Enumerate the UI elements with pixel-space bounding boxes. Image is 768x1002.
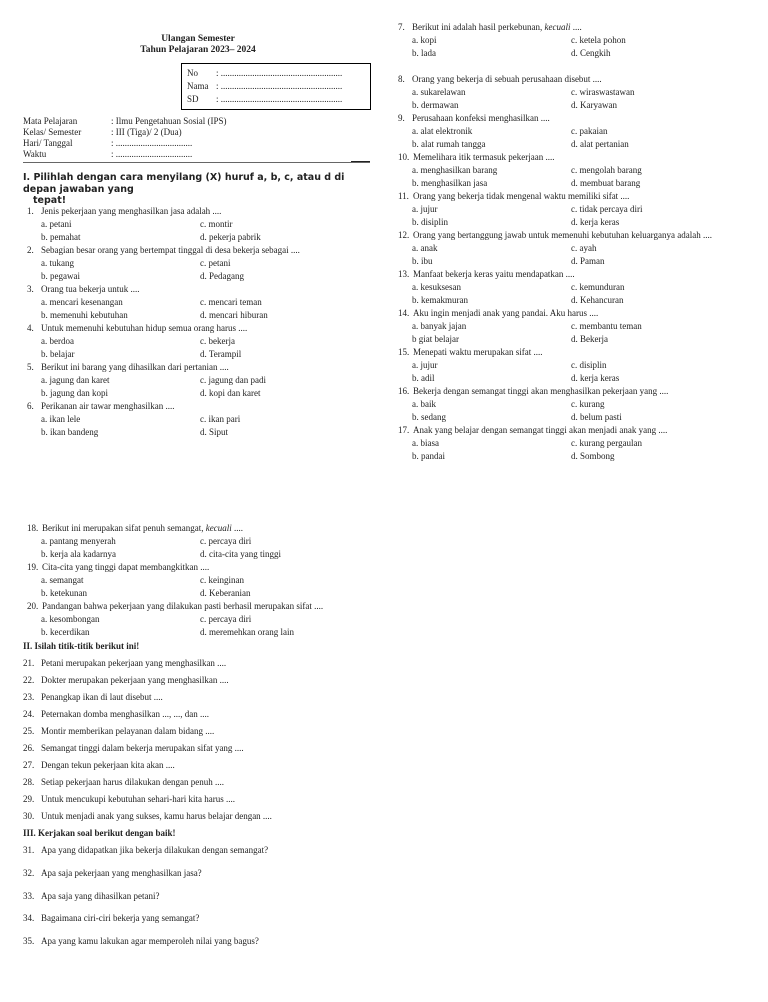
question-stem: [27, 285, 139, 294]
essay-item: [23, 869, 202, 878]
item-text: Apa saja pekerjaan yang menghasilkan jasa?: [41, 868, 202, 878]
question-stem: [398, 309, 598, 318]
essay-item: [23, 914, 199, 923]
option-d[interactable]: d. Pedagang: [200, 271, 244, 281]
question-stem: [27, 246, 300, 255]
option-b[interactable]: b. ikan bandeng: [41, 427, 99, 437]
question-emphasis: kecuali: [205, 523, 232, 533]
option-b[interactable]: b. sedang: [412, 412, 446, 422]
option-b[interactable]: b. alat rumah tangga: [412, 139, 486, 149]
fill-in-item: [23, 778, 224, 787]
meta-time: Waktu : ..................................: [23, 149, 193, 159]
section2-title: II. Isilah titik-titik berikut ini!: [23, 641, 140, 651]
item-text: Petani merupakan pekerjaan yang menghasilkan ....: [41, 658, 227, 668]
option-d[interactable]: d. belum pasti: [571, 412, 622, 422]
option-d[interactable]: d. Bekerja: [571, 334, 608, 344]
option-c[interactable]: c. mencari teman: [200, 297, 262, 307]
fill-in-item: [23, 812, 272, 821]
item-text: Setiap pekerjaan harus dilakukan dengan penuh ....: [41, 777, 224, 787]
option-c[interactable]: c. ayah: [571, 243, 597, 253]
option-d[interactable]: d. Terampil: [200, 349, 242, 359]
option-c[interactable]: c. pakaian: [571, 126, 608, 136]
option-d[interactable]: d. kopi dan karet: [200, 388, 261, 398]
question-number: 18.: [27, 523, 39, 533]
question-number: 11.: [398, 191, 409, 201]
item-number: 28.: [23, 777, 35, 787]
section3-title: III. Kerjakan soal berikut dengan baik!: [23, 828, 176, 838]
meta-date: Hari/ Tanggal : ..................................: [23, 138, 193, 148]
essay-item: [23, 846, 268, 855]
question-stem: [27, 402, 174, 411]
option-c[interactable]: c. membantu teman: [571, 321, 642, 331]
question-emphasis: kecuali: [544, 22, 571, 32]
option-b[interactable]: b. disiplin: [412, 217, 449, 227]
option-a[interactable]: a. petani: [41, 219, 72, 229]
question-stem: [27, 207, 221, 216]
option-c[interactable]: c. tidak percaya diri: [571, 204, 643, 214]
question-stem: [398, 153, 554, 162]
question-stem: [27, 363, 229, 372]
question-text: Aku ingin menjadi anak yang pandai. Aku harus ....: [413, 308, 599, 318]
option-d[interactable]: d. Keberanian: [200, 588, 251, 598]
question-text: Berikut ini merupakan sifat penuh semangat,: [42, 523, 204, 533]
question-number: 5.: [27, 362, 34, 372]
fill-in-item: [23, 744, 244, 753]
instruction-line-2: depan jawaban yang: [23, 183, 134, 195]
question-stem: [398, 23, 582, 32]
question-text: Jenis pekerjaan yang menghasilkan jasa adalah ....: [41, 206, 222, 216]
id-row-nama: Nama : ......................................................: [187, 81, 343, 91]
question-text-tail: ....: [570, 22, 582, 32]
question-number: 8.: [398, 74, 405, 84]
option-a[interactable]: a. kesuksesan: [412, 282, 461, 292]
option-d[interactable]: d. Kehancuran: [571, 295, 624, 305]
instruction-line-3: tepat!: [33, 195, 67, 206]
option-a[interactable]: a. alat elektronik: [412, 126, 473, 136]
option-b[interactable]: b giat belajar: [412, 334, 459, 344]
option-d[interactable]: d. Sombong: [571, 451, 615, 461]
option-a[interactable]: a. semangat: [41, 575, 84, 585]
option-b[interactable]: b. pandai: [412, 451, 445, 461]
option-c[interactable]: c. kemunduran: [571, 282, 625, 292]
option-c[interactable]: c. bekerja: [200, 336, 235, 346]
question-number: 1.: [27, 206, 34, 216]
option-c[interactable]: c. keinginan: [200, 575, 244, 585]
item-number: 29.: [23, 794, 35, 804]
item-text: Apa yang kamu lakukan agar memperoleh nilai yang bagus?: [41, 936, 259, 946]
option-b[interactable]: b. pemahat: [41, 232, 81, 242]
question-stem: [27, 524, 243, 533]
id-row-no: No : ......................................................: [187, 68, 343, 78]
item-text: Apa yang didapatkan jika bekerja dilakukan dengan semangat?: [41, 845, 269, 855]
question-stem: [27, 324, 247, 333]
question-text: Berikut ini adalah hasil perkebunan,: [412, 22, 543, 32]
option-d[interactable]: d. Siput: [200, 427, 229, 437]
option-a[interactable]: a. menghasilkan barang: [412, 165, 498, 175]
item-text: Dokter merupakan pekerjaan yang menghasilkan ....: [41, 675, 229, 685]
question-text: Bekerja dengan semangat tinggi akan menghasilkan pekerjaan yang ....: [413, 386, 669, 396]
question-number: 6.: [27, 401, 34, 411]
question-number: 20.: [27, 601, 39, 611]
option-d[interactable]: d. mencari hiburan: [200, 310, 268, 320]
option-c[interactable]: c. disiplin: [571, 360, 607, 370]
item-number: 22.: [23, 675, 35, 685]
question-text: Perusahaan konfeksi menghasilkan ....: [412, 113, 550, 123]
option-c[interactable]: c. kurang pergaulan: [571, 438, 643, 448]
item-number: 33.: [23, 891, 35, 901]
option-b[interactable]: b. kecerdikan: [41, 627, 90, 637]
instruction-line-1: I. Pilihlah dengan cara menyilang (X) huruf a, b, c, atau d di: [23, 172, 345, 183]
fill-in-item: [23, 710, 209, 719]
option-c[interactable]: c. petani: [200, 258, 231, 268]
option-d[interactable]: d. cita-cita yang tinggi: [200, 549, 281, 559]
item-number: 25.: [23, 726, 35, 736]
item-number: 23.: [23, 692, 35, 702]
option-c[interactable]: c. mengolah barang: [571, 165, 642, 175]
item-number: 31.: [23, 845, 35, 855]
option-c[interactable]: c. montir: [200, 219, 233, 229]
question-number: 3.: [27, 284, 34, 294]
option-a[interactable]: a. anak: [412, 243, 438, 253]
item-text: Peternakan domba menghasilkan ..., ..., dan ....: [41, 709, 209, 719]
question-stem: [398, 387, 668, 396]
option-b[interactable]: b. dermawan: [412, 100, 459, 110]
option-c[interactable]: c. jagung dan padi: [200, 375, 266, 385]
item-number: 27.: [23, 760, 35, 770]
item-text: Bagaimana ciri-ciri bekerja yang semangat?: [41, 913, 200, 923]
fill-in-item: [23, 795, 235, 804]
item-number: 26.: [23, 743, 35, 753]
option-d[interactable]: d. meremehkan orang lain: [200, 627, 294, 637]
option-a[interactable]: a. kesombongan: [41, 614, 100, 624]
question-text: Manfaat bekerja keras yaitu mendapatkan ....: [413, 269, 575, 279]
fill-in-item: [23, 676, 229, 685]
option-c[interactable]: c. ketela pohon: [571, 35, 626, 45]
option-a[interactable]: a. jujur: [412, 360, 438, 370]
question-stem: [398, 426, 667, 435]
question-text: Berikut ini barang yang dihasilkan dari pertanian ....: [41, 362, 229, 372]
question-stem: [398, 270, 575, 279]
question-text: Perikanan air tawar menghasilkan ....: [41, 401, 175, 411]
fill-in-item: [23, 727, 214, 736]
question-number: 14.: [398, 308, 410, 318]
question-number: 19.: [27, 562, 39, 572]
question-text: Menepati waktu merupakan sifat ....: [413, 347, 543, 357]
option-d[interactable]: d. Cengkih: [571, 48, 611, 58]
option-b[interactable]: b. memenuhi kebutuhan: [41, 310, 128, 320]
item-number: 35.: [23, 936, 35, 946]
question-text: Cita-cita yang tinggi dapat membangkitkan ....: [42, 562, 210, 572]
id-row-sd: SD : ......................................................: [187, 94, 343, 104]
exam-title: Ulangan Semester: [161, 34, 235, 44]
question-number: 9.: [398, 113, 405, 123]
option-a[interactable]: a. ikan lele: [41, 414, 81, 424]
option-d[interactable]: d. Paman: [571, 256, 605, 266]
question-stem: [398, 348, 542, 357]
fill-in-item: [23, 761, 175, 770]
option-b[interactable]: b. adil: [412, 373, 435, 383]
option-b[interactable]: b. pegawai: [41, 271, 80, 281]
essay-item: [23, 892, 159, 901]
question-text: Memelihara itik termasuk pekerjaan ....: [413, 152, 555, 162]
option-a[interactable]: a. kopi: [412, 35, 437, 45]
option-a[interactable]: a. mencari kesenangan: [41, 297, 123, 307]
question-text: Orang tua bekerja untuk ....: [41, 284, 140, 294]
section1-instruction: [23, 172, 373, 207]
essay-item: [23, 937, 259, 946]
item-text: Montir memberikan pelayanan dalam bidang ....: [41, 726, 215, 736]
option-d[interactable]: d. membuat barang: [571, 178, 641, 188]
option-b[interactable]: b. menghasilkan jasa: [412, 178, 488, 188]
fill-in-item: [23, 659, 226, 668]
fill-in-item: [23, 693, 163, 702]
option-b[interactable]: b. lada: [412, 48, 436, 58]
option-c[interactable]: c. kurang: [571, 399, 605, 409]
question-stem: [398, 231, 712, 240]
option-a[interactable]: a. jujur: [412, 204, 438, 214]
option-a[interactable]: a. baik: [412, 399, 436, 409]
question-stem: [27, 602, 323, 611]
school-year-title: Tahun Pelajaran 2023– 2024: [140, 45, 256, 55]
item-text: Untuk menjadi anak yang sukses, kamu harus belajar dengan ....: [41, 811, 272, 821]
question-text: Untuk memenuhi kebutuhan hidup semua orang harus ....: [41, 323, 248, 333]
item-text: Dengan tekun pekerjaan kita akan ....: [41, 760, 175, 770]
item-number: 24.: [23, 709, 35, 719]
student-id-box: [181, 63, 371, 110]
option-a[interactable]: a. biasa: [412, 438, 439, 448]
meta-subject: Mata Pelajaran : Ilmu Pengetahuan Sosial (IPS): [23, 116, 227, 126]
option-b[interactable]: b. belajar: [41, 349, 75, 359]
meta-class: Kelas/ Semester : III (Tiga)/ 2 (Dua): [23, 127, 182, 137]
question-text: Orang yang bekerja tidak mengenal waktu memiliki sifat ....: [413, 191, 630, 201]
item-number: 30.: [23, 811, 35, 821]
item-number: 21.: [23, 658, 35, 668]
question-number: 13.: [398, 269, 410, 279]
item-number: 34.: [23, 913, 35, 923]
question-stem: [398, 114, 550, 123]
question-number: 4.: [27, 323, 34, 333]
header-divider-accent: [351, 161, 370, 162]
option-c[interactable]: c. ikan pari: [200, 414, 241, 424]
option-d[interactable]: d. Karyawan: [571, 100, 617, 110]
option-b[interactable]: b. jagung dan kopi: [41, 388, 108, 398]
question-number: 7.: [398, 22, 405, 32]
option-c[interactable]: c. percaya diri: [200, 614, 252, 624]
item-text: Semangat tinggi dalam bekerja merupakan sifat yang ....: [41, 743, 244, 753]
question-text: Sebagian besar orang yang bertempat tinggal di desa bekerja sebagai ....: [41, 245, 300, 255]
option-a[interactable]: a. banyak jajan: [412, 321, 467, 331]
option-b[interactable]: b. ketekunan: [41, 588, 87, 598]
option-d[interactable]: d. pekerja pabrik: [200, 232, 261, 242]
question-number: 17.: [398, 425, 410, 435]
option-b[interactable]: b. kemakmuran: [412, 295, 468, 305]
question-text: Anak yang belajar dengan semangat tinggi akan menjadi anak yang ....: [413, 425, 668, 435]
question-text: Orang yang bekerja di sebuah perusahaan disebut ....: [412, 74, 602, 84]
option-b[interactable]: b. ibu: [412, 256, 433, 266]
option-b[interactable]: b. kerja ala kadarnya: [41, 549, 116, 559]
question-number: 15.: [398, 347, 410, 357]
question-stem: [398, 75, 602, 84]
question-text: Pandangan bahwa pekerjaan yang dilakukan pasti berhasil merupakan sifat ....: [42, 601, 324, 611]
question-number: 2.: [27, 245, 34, 255]
question-text: Orang yang bertanggung jawab untuk memenuhi kebutuhan keluarganya adalah ....: [413, 230, 712, 240]
item-text: Penangkap ikan di laut disebut ....: [41, 692, 163, 702]
item-text: Apa saja yang dihasilkan petani?: [41, 891, 160, 901]
option-a[interactable]: a. jagung dan karet: [41, 375, 110, 385]
option-a[interactable]: a. tukang: [41, 258, 74, 268]
item-text: Untuk mencukupi kebutuhan sehari-hari kita harus ....: [41, 794, 235, 804]
question-number: 12.: [398, 230, 410, 240]
option-a[interactable]: a. berdoa: [41, 336, 74, 346]
question-number: 16.: [398, 386, 410, 396]
option-d[interactable]: d. kerja keras: [571, 217, 620, 227]
option-a[interactable]: a. pantang menyerah: [41, 536, 116, 546]
item-number: 32.: [23, 868, 35, 878]
option-c[interactable]: c. wiraswastawan: [571, 87, 635, 97]
question-stem: [27, 563, 209, 572]
option-d[interactable]: d. kerja keras: [571, 373, 620, 383]
option-c[interactable]: c. percaya diri: [200, 536, 252, 546]
question-text-tail: ....: [231, 523, 243, 533]
option-d[interactable]: d. alat pertanian: [571, 139, 629, 149]
question-number: 10.: [398, 152, 410, 162]
header-divider: [23, 162, 370, 163]
option-a[interactable]: a. sukarelawan: [412, 87, 466, 97]
question-stem: [398, 192, 629, 201]
